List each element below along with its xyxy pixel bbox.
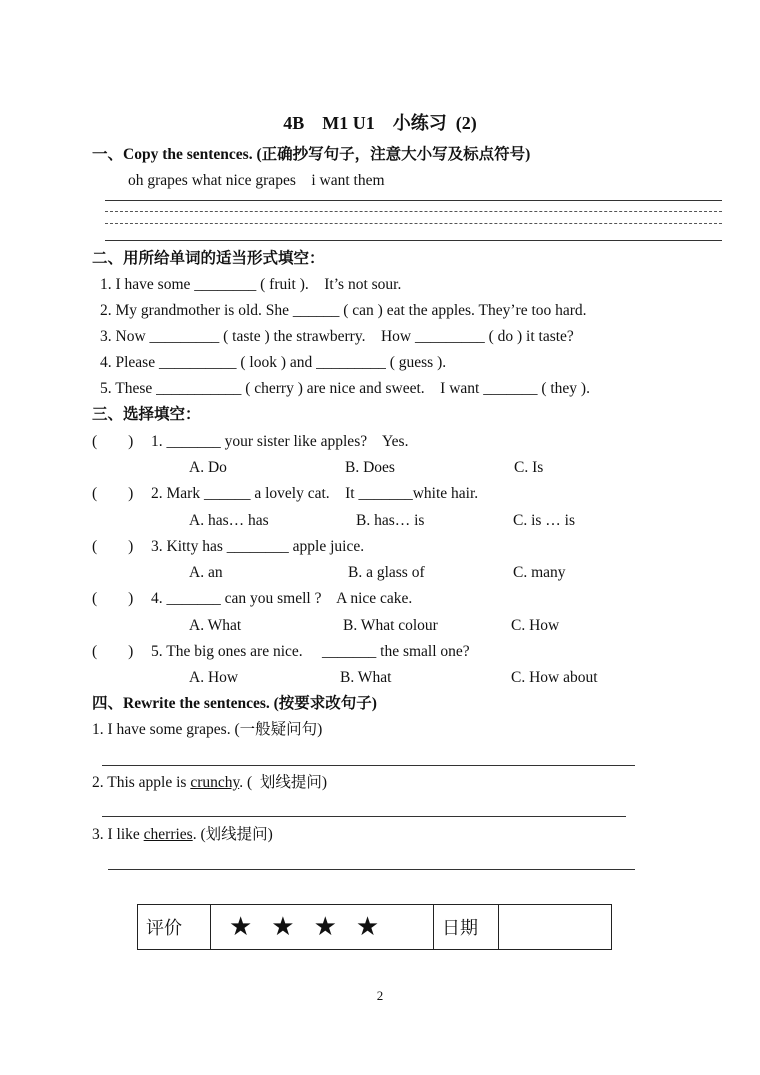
answer-bracket: ( ) (92, 538, 134, 555)
section1-heading: 一、Copy the sentences. (正确抄写句子，注意大小写及标点符号) (92, 146, 531, 163)
section2-heading: 二、用所给单词的适当形式填空： (92, 250, 325, 267)
option-c: C. How (511, 617, 560, 634)
section4-heading: 四、Rewrite the sentences. (按要求改句子) (92, 695, 377, 712)
fill-item: 2. My grandmother is old. She ______ ( can ) eat the apples. They’re too hard. (100, 302, 587, 319)
writing-line (105, 200, 722, 201)
copy-sentence: oh grapes what nice grapes i want them (128, 172, 385, 189)
answer-line (108, 869, 635, 870)
answer-line (102, 816, 626, 817)
rewrite-item: 3. I like cherries. (划线提问) (92, 826, 273, 843)
option-a: A. Do (189, 459, 227, 476)
writing-line (105, 240, 722, 241)
option-b: B. has… is (356, 512, 425, 529)
underlined-word: crunchy (190, 774, 240, 791)
fill-item: 5. These ___________ ( cherry ) are nice and sweet. I want _______ ( they ). (100, 380, 590, 397)
answer-bracket: ( ) (92, 590, 134, 607)
page-title: 4B M1 U1 小练习 (2) (283, 113, 477, 133)
option-b: B. What (340, 669, 392, 686)
star-rating: ★★★★ (211, 905, 434, 950)
page-number: 2 (376, 988, 384, 1003)
section3-heading: 三、选择填空： (92, 406, 201, 423)
evaluation-table (137, 904, 612, 950)
evaluation-label: 评价 (138, 905, 211, 950)
option-b: B. What colour (343, 617, 438, 634)
answer-line (102, 765, 635, 766)
answer-bracket: ( ) (92, 485, 134, 502)
option-a: A. an (189, 564, 223, 581)
option-b: B. a glass of (348, 564, 425, 581)
option-a: A. has… has (189, 512, 269, 529)
option-c: C. is … is (513, 512, 576, 529)
answer-bracket: ( ) (92, 433, 134, 450)
question-text: 4. _______ can you smell ? A nice cake. (151, 590, 413, 607)
rewrite-item: 2. This apple is crunchy. ( 划线提问) (92, 774, 328, 791)
date-field[interactable] (499, 905, 612, 950)
option-b: B. Does (345, 459, 395, 476)
option-a: A. What (189, 617, 242, 634)
question-text: 2. Mark ______ a lovely cat. It _______white hair. (151, 485, 479, 502)
question-text: 5. The big ones are nice. _______ the small one? (151, 643, 470, 660)
fill-item: 3. Now _________ ( taste ) the strawberry. How _________ ( do ) it taste? (100, 328, 574, 345)
writing-line-dashed (105, 223, 722, 224)
option-c: C. Is (514, 459, 544, 476)
option-a: A. How (189, 669, 239, 686)
question-text: 1. _______ your sister like apples? Yes. (151, 433, 409, 450)
option-c: C. many (513, 564, 566, 581)
rewrite-item: 1. I have some grapes. (一般疑问句) (92, 721, 323, 738)
underlined-word: cherries (143, 826, 193, 843)
date-label: 日期 (434, 905, 499, 950)
writing-line-dashed (105, 211, 722, 212)
answer-bracket: ( ) (92, 643, 134, 660)
fill-item: 4. Please __________ ( look ) and _________ ( guess ). (100, 354, 447, 371)
question-text: 3. Kitty has ________ apple juice. (151, 538, 365, 555)
option-c: C. How about (511, 669, 598, 686)
fill-item: 1. I have some ________ ( fruit ). It’s not sour. (100, 276, 402, 293)
